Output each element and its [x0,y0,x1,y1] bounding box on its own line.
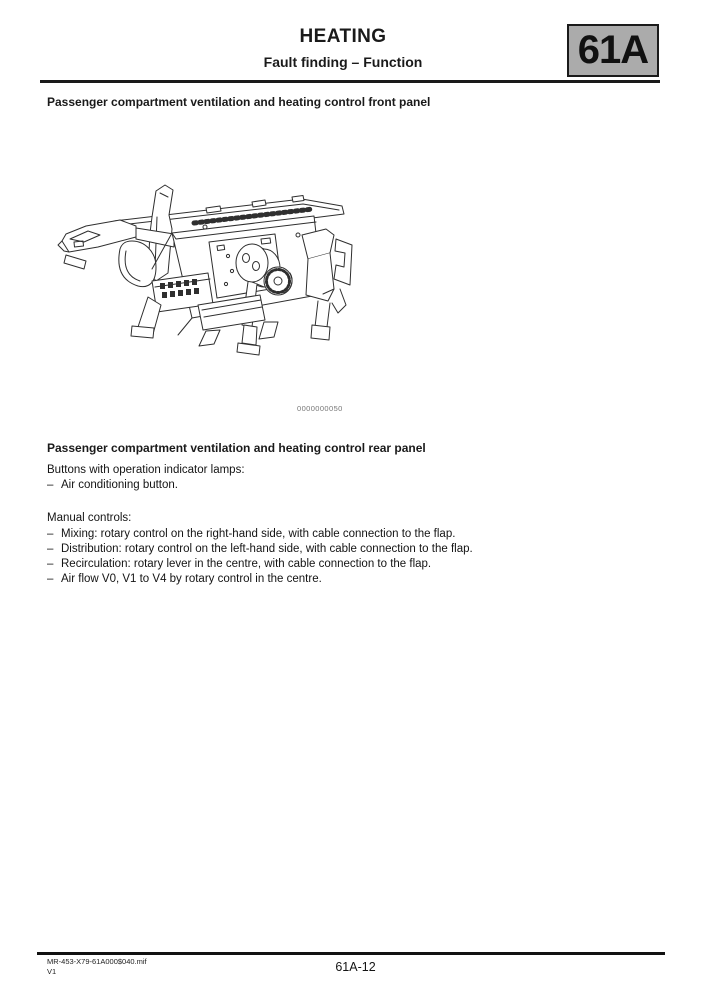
list-item-text: Recirculation: rotary lever in the centre, with cable connection to the flap. [61,558,432,571]
list-item-text: Air flow V0, V1 to V4 by rotary control in the centre. [61,573,322,586]
hvac-assembly-drawing [56,177,356,372]
bullet-dash: – [47,527,54,540]
hvac-control-panel-illustration [56,177,356,372]
bullet-dash: – [47,573,54,586]
section-heading-front-panel: Passenger compartment ventilation and heating control front panel [47,95,431,109]
bullet-dash: – [47,558,54,571]
list-item [47,572,672,587]
bullet-dash: – [47,542,54,555]
body-text [47,463,672,605]
page-subtitle: Fault finding – Function [263,54,423,70]
section-heading-rear-panel: Passenger compartment ventilation and heating control rear panel [47,441,426,455]
buttons-intro: Buttons with operation indicator lamps: [47,464,245,476]
list-item-text: Mixing: rotary control on the right-hand side, with cable connection to the flap. [61,527,456,540]
bullet-dash: – [47,479,54,492]
list-item [47,478,672,493]
footer-file-ref: MR-453-X79-61A000$040.mif [47,957,147,966]
buttons-paragraph [47,463,672,493]
list-item-text: Distribution: rotary control on the left-hand side, with cable connection to the flap. [61,542,473,555]
header-divider [40,80,660,83]
manual-controls-paragraph [47,511,672,587]
page-number: 61A-12 [335,960,376,974]
manual-intro: Manual controls: [47,512,132,525]
figure-reference-code: 0000000050 [297,404,343,413]
page-title: HEATING [299,26,387,47]
chapter-code-badge [567,24,659,77]
list-item-text: Air conditioning button. [61,479,178,492]
footer-version: V1 [47,967,57,976]
footer-divider [37,952,665,955]
chapter-code-label: 61A [577,28,649,72]
list-item [47,557,672,572]
list-item [47,542,672,557]
list-item [47,527,672,542]
